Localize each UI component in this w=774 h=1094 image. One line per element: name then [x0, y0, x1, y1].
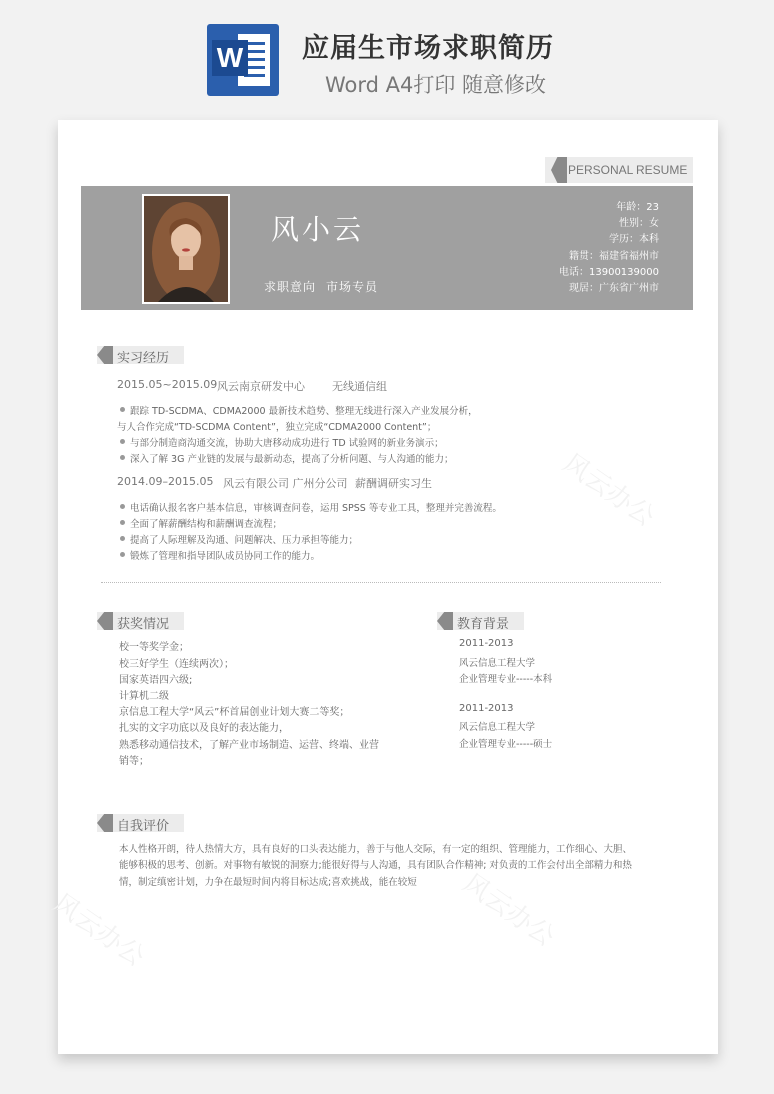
edu-school: 风云信息工程大学 — [459, 658, 536, 669]
bullet-icon — [120, 520, 125, 525]
watermark: 风云办公 — [557, 448, 660, 533]
chevron-icon — [97, 814, 113, 832]
info-phone: 电话：13900139000 — [559, 266, 659, 278]
list-item: 销等； — [119, 756, 149, 767]
job-intent-label: 求职意向 — [264, 280, 317, 294]
job-role: 无线通信组 — [332, 380, 387, 393]
job-role: 薪酬调研实习生 — [355, 477, 432, 490]
info-residence: 现居：广东省广州市 — [569, 283, 659, 295]
list-item: 扎实的文字功底以及良好的表达能力， — [119, 723, 289, 734]
list-item: 电话确认报名客户基本信息，审核调查问卷，运用 SPSS 等专业工具，整理并完善流程。 — [130, 503, 502, 514]
job-company: 风云有限公司 广州分公司 — [223, 477, 348, 490]
job-intent — [264, 278, 378, 295]
list-item: 全面了解薪酬结构和薪酬调查流程； — [130, 519, 283, 530]
list-item: 校一等奖学金； — [119, 642, 189, 653]
bullet-icon — [120, 504, 125, 509]
list-item: 跟踪 TD-SCDMA、CDMA2000 最新技术趋势、整理无线进行深入产业发展分析， — [130, 406, 478, 417]
section-title: 获奖情况 — [117, 617, 170, 632]
word-icon-letter: W — [212, 40, 248, 76]
list-item: 与部分制造商沟通交流，协助大唐移动成功进行 TD 试验网的新业务演示； — [130, 438, 444, 449]
page-title: 应届生市场求职简历 — [302, 33, 554, 64]
bullet-icon — [120, 439, 125, 444]
job-period: 2015.05~2015.09 — [117, 378, 218, 391]
edu-school: 风云信息工程大学 — [459, 722, 536, 733]
edu-period: 2011-2013 — [459, 703, 514, 714]
job-period: 2014.09–2015.05 — [117, 475, 214, 488]
info-gender: 性别：女 — [619, 218, 659, 230]
page-subtitle: Word A4打印 随意修改 — [325, 73, 547, 97]
paragraph-line: 本人性格开朗，待人热情大方，具有良好的口头表达能力，善于与他人交际，有一定的组织、管理能力，工作细心、大胆、 — [119, 844, 633, 855]
word-icon — [207, 24, 279, 96]
candidate-name: 风小云 — [271, 213, 365, 246]
list-item: 锻炼了管理和指导团队成员协同工作的能力。 — [130, 551, 321, 562]
section-title: 自我评价 — [117, 819, 170, 834]
chevron-icon — [97, 346, 113, 364]
paragraph-line: 能够积极的思考、创新。对事物有敏锐的洞察力;能很好得与人沟通，具有团队合作精神; 对负责的工作会付出全部精力和热 — [119, 860, 632, 871]
list-item: 与人合作完成“TD-SCDMA Content”，独立完成“CDMA2000 Content”； — [117, 422, 437, 433]
list-item: 国家英语四六级; — [119, 675, 193, 686]
chevron-icon — [437, 612, 453, 630]
info-hometown: 籍贯：福建省福州市 — [569, 250, 659, 262]
edu-major: 企业管理专业-----硕士 — [459, 739, 553, 750]
job-company: 风云南京研发中心 — [217, 380, 305, 393]
list-item: 熟悉移动通信技术，了解产业市场制造、运营、终端、业营 — [119, 740, 379, 751]
tag-personal: PERSONAL — [568, 163, 634, 177]
tag-resume: RESUME — [636, 163, 688, 177]
personal-info — [559, 200, 659, 297]
resume-paper — [47, 120, 718, 1054]
section-self-evaluation — [97, 814, 184, 832]
personal-resume-tag — [545, 157, 693, 183]
job-header — [117, 475, 447, 489]
edu-major: 企业管理专业-----本科 — [459, 674, 553, 685]
bullet-icon — [120, 536, 125, 541]
divider — [101, 582, 661, 583]
bullet-icon — [120, 552, 125, 557]
bullet-icon — [120, 407, 125, 412]
chevron-icon — [97, 612, 113, 630]
profile-band — [81, 186, 693, 310]
info-education: 学历：本科 — [609, 234, 659, 246]
edu-period: 2011-2013 — [459, 638, 514, 649]
chevron-icon — [551, 157, 567, 183]
section-internship — [97, 346, 184, 364]
list-item: 计算机二级 — [119, 691, 169, 702]
watermark: 风云办公 — [457, 868, 560, 953]
section-title: 教育背景 — [457, 617, 510, 632]
job-intent-value: 市场专员 — [326, 280, 379, 294]
info-age: 年龄：23 — [616, 202, 659, 213]
list-item: 提高了人际理解及沟通、问题解决、压力承担等能力； — [130, 535, 359, 546]
bullet-icon — [120, 455, 125, 460]
job-header — [117, 378, 417, 392]
paragraph-line: 情，制定缜密计划，力争在最短时间内将目标达成;喜欢挑战，能在较短 — [119, 877, 417, 888]
watermark: 风云办公 — [47, 888, 150, 973]
section-education — [437, 612, 524, 630]
list-item: 京信息工程大学“风云”杯首届创业计划大赛二等奖； — [119, 707, 350, 718]
section-title: 实习经历 — [117, 351, 170, 366]
list-item: 校三好学生（连续两次）； — [119, 659, 234, 670]
profile-photo — [142, 194, 230, 304]
section-awards — [97, 612, 184, 630]
list-item: 深入了解 3G 产业链的发展与最新动态，提高了分析问题、与人沟通的能力； — [130, 454, 454, 465]
